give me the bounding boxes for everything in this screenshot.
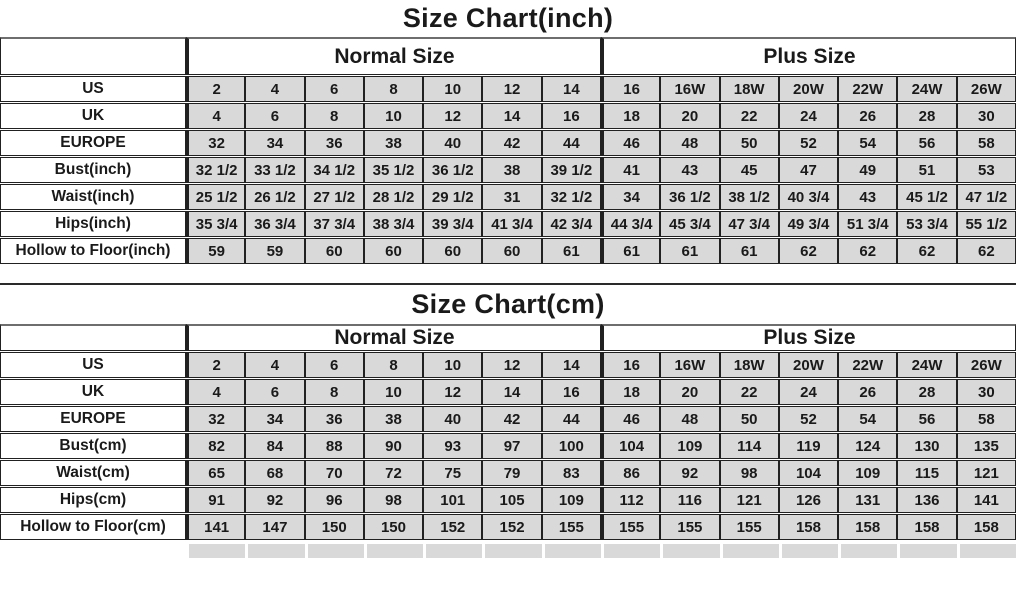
size-cell: 70 [305,460,364,486]
size-cell: 97 [482,433,541,459]
size-cell: 59 [245,238,304,264]
size-cell: 12 [482,352,541,378]
size-cell: 32 [186,406,245,432]
size-cell: 96 [305,487,364,513]
size-cell: 46 [601,130,660,156]
size-cell: 55 1/2 [957,211,1016,237]
size-cell: 6 [245,103,304,129]
size-cell: 58 [957,130,1016,156]
size-cell: 43 [660,157,719,183]
size-cell: 36 1/2 [423,157,482,183]
size-cell: 98 [364,487,423,513]
size-cell: 141 [957,487,1016,513]
clipped-cell [604,544,660,558]
clipped-cell [367,544,423,558]
size-cell: 60 [305,238,364,264]
corner-cell [0,37,186,75]
size-cell: 79 [482,460,541,486]
clipped-next-row [0,544,1016,558]
size-cell: 29 1/2 [423,184,482,210]
size-cell: 72 [364,460,423,486]
size-cell: 22 [720,379,779,405]
row-label: Waist(inch) [0,184,186,210]
row-label: UK [0,379,186,405]
group-header: Plus Size [601,37,1016,75]
size-cell: 62 [779,238,838,264]
size-cell: 121 [720,487,779,513]
size-cell: 109 [838,460,897,486]
size-cell: 109 [660,433,719,459]
table-row [0,487,1016,513]
table-row [0,130,1016,156]
size-cell: 8 [364,352,423,378]
size-cell: 30 [957,103,1016,129]
size-cell: 52 [779,130,838,156]
size-cell: 37 3/4 [305,211,364,237]
size-cell: 32 1/2 [542,184,601,210]
row-label: Hips(inch) [0,211,186,237]
size-cell: 158 [779,514,838,540]
size-cell: 24W [897,76,956,102]
size-cell: 42 3/4 [542,211,601,237]
size-cell: 34 [245,406,304,432]
size-cell: 158 [838,514,897,540]
size-cell: 147 [245,514,304,540]
size-cell: 48 [660,406,719,432]
size-cell: 54 [838,130,897,156]
table-row [0,433,1016,459]
size-cell: 116 [660,487,719,513]
size-cell: 36 [305,130,364,156]
size-cell: 28 [897,379,956,405]
size-cell: 121 [957,460,1016,486]
size-cell: 35 1/2 [364,157,423,183]
size-cell: 155 [720,514,779,540]
size-cell: 61 [720,238,779,264]
size-cell: 114 [720,433,779,459]
table-row [0,103,1016,129]
size-cell: 75 [423,460,482,486]
size-cell: 2 [186,76,245,102]
size-cell: 62 [838,238,897,264]
size-cell: 104 [601,433,660,459]
size-cell: 20W [779,352,838,378]
size-cell: 100 [542,433,601,459]
row-label: EUROPE [0,406,186,432]
size-cell: 28 1/2 [364,184,423,210]
table-row [0,460,1016,486]
size-cell: 40 [423,406,482,432]
size-cell: 47 3/4 [720,211,779,237]
size-cell: 16 [542,103,601,129]
size-cell: 20W [779,76,838,102]
size-cell: 155 [542,514,601,540]
row-label: Hollow to Floor(cm) [0,514,186,540]
size-cell: 46 [601,406,660,432]
clipped-cell [663,544,719,558]
size-cell: 36 3/4 [245,211,304,237]
size-cell: 12 [423,379,482,405]
corner-cell [0,324,186,351]
size-cell: 48 [660,130,719,156]
size-cell: 12 [482,76,541,102]
table-row [0,157,1016,183]
size-cell: 4 [245,352,304,378]
size-cell: 112 [601,487,660,513]
row-label: UK [0,103,186,129]
size-cell: 34 1/2 [305,157,364,183]
size-cell: 155 [660,514,719,540]
size-cell: 88 [305,433,364,459]
size-cell: 62 [957,238,1016,264]
size-cell: 8 [305,379,364,405]
size-cell: 83 [542,460,601,486]
size-cell: 49 3/4 [779,211,838,237]
row-label: Bust(cm) [0,433,186,459]
size-cell: 12 [423,103,482,129]
row-label: Hips(cm) [0,487,186,513]
size-cell: 91 [186,487,245,513]
size-cell: 22W [838,352,897,378]
size-cell: 124 [838,433,897,459]
clipped-cell [189,544,245,558]
size-chart-inch-section [0,0,1016,265]
size-cell: 47 1/2 [957,184,1016,210]
size-cell: 35 3/4 [186,211,245,237]
group-header-row [0,324,1016,351]
size-cell: 104 [779,460,838,486]
size-cell: 51 3/4 [838,211,897,237]
size-cell: 98 [720,460,779,486]
size-cell: 56 [897,406,956,432]
size-cell: 61 [660,238,719,264]
size-cell: 42 [482,130,541,156]
size-table-cm [0,323,1016,541]
size-cell: 56 [897,130,956,156]
table-title-inch: Size Chart(inch) [402,2,614,33]
row-label: Waist(cm) [0,460,186,486]
size-cell: 60 [364,238,423,264]
size-cell: 32 [186,130,245,156]
size-cell: 4 [245,76,304,102]
size-chart-cm-section [0,283,1016,541]
row-label: Bust(inch) [0,157,186,183]
table-row [0,514,1016,540]
group-header: Normal Size [186,324,601,351]
clipped-cell [248,544,304,558]
size-cell: 42 [482,406,541,432]
size-cell: 53 [957,157,1016,183]
size-cell: 62 [897,238,956,264]
row-label: US [0,352,186,378]
size-cell: 14 [482,379,541,405]
size-cell: 60 [423,238,482,264]
size-cell: 158 [957,514,1016,540]
size-cell: 82 [186,433,245,459]
size-cell: 10 [364,103,423,129]
size-cell: 24 [779,103,838,129]
size-cell: 41 [601,157,660,183]
table-row [0,352,1016,378]
size-cell: 4 [186,379,245,405]
size-cell: 54 [838,406,897,432]
size-cell: 27 1/2 [305,184,364,210]
size-cell: 22 [720,103,779,129]
size-cell: 53 3/4 [897,211,956,237]
row-label: US [0,76,186,102]
clipped-cell [960,544,1016,558]
size-cell: 50 [720,406,779,432]
size-cell: 36 1/2 [660,184,719,210]
table-row [0,406,1016,432]
size-cell: 93 [423,433,482,459]
size-cell: 33 1/2 [245,157,304,183]
size-cell: 25 1/2 [186,184,245,210]
size-cell: 86 [601,460,660,486]
size-cell: 84 [245,433,304,459]
size-cell: 61 [542,238,601,264]
size-cell: 49 [838,157,897,183]
row-label: EUROPE [0,130,186,156]
size-cell: 150 [305,514,364,540]
clipped-cell [426,544,482,558]
size-cell: 26W [957,352,1016,378]
clipped-label-cell [0,544,186,558]
size-cell: 44 [542,406,601,432]
table-row [0,211,1016,237]
size-cell: 10 [364,379,423,405]
size-cell: 38 [482,157,541,183]
size-cell: 39 1/2 [542,157,601,183]
size-cell: 92 [245,487,304,513]
size-cell: 130 [897,433,956,459]
size-cell: 18 [601,379,660,405]
table-row [0,379,1016,405]
size-cell: 2 [186,352,245,378]
size-cell: 150 [364,514,423,540]
clipped-cell [723,544,779,558]
size-cell: 24 [779,379,838,405]
size-cell: 18 [601,103,660,129]
size-cell: 43 [838,184,897,210]
size-cell: 109 [542,487,601,513]
size-cell: 16 [601,352,660,378]
group-header: Normal Size [186,37,601,75]
size-cell: 136 [897,487,956,513]
size-cell: 50 [720,130,779,156]
size-cell: 8 [305,103,364,129]
clipped-cell [485,544,541,558]
size-cell: 51 [897,157,956,183]
size-cell: 90 [364,433,423,459]
size-cell: 105 [482,487,541,513]
size-cell: 18W [720,76,779,102]
size-cell: 16W [660,76,719,102]
size-cell: 36 [305,406,364,432]
group-header-row [0,37,1016,75]
size-cell: 26 1/2 [245,184,304,210]
size-cell: 68 [245,460,304,486]
size-cell: 58 [957,406,1016,432]
size-cell: 131 [838,487,897,513]
size-cell: 4 [186,103,245,129]
size-cell: 47 [779,157,838,183]
size-cell: 38 [364,130,423,156]
size-cell: 26 [838,103,897,129]
size-table-inch [0,36,1016,265]
size-cell: 61 [601,238,660,264]
table-row [0,76,1016,102]
size-cell: 45 3/4 [660,211,719,237]
size-cell: 20 [660,379,719,405]
size-cell: 26W [957,76,1016,102]
clipped-cell [782,544,838,558]
size-cell: 38 1/2 [720,184,779,210]
size-cell: 60 [482,238,541,264]
size-cell: 18W [720,352,779,378]
size-cell: 92 [660,460,719,486]
size-cell: 14 [482,103,541,129]
size-cell: 6 [305,76,364,102]
size-cell: 10 [423,352,482,378]
size-cell: 158 [897,514,956,540]
size-cell: 28 [897,103,956,129]
size-cell: 39 3/4 [423,211,482,237]
size-cell: 31 [482,184,541,210]
size-cell: 6 [305,352,364,378]
size-cell: 44 3/4 [601,211,660,237]
size-cell: 10 [423,76,482,102]
size-cell: 14 [542,352,601,378]
size-cell: 52 [779,406,838,432]
size-cell: 141 [186,514,245,540]
size-cell: 135 [957,433,1016,459]
size-cell: 40 3/4 [779,184,838,210]
size-cell: 34 [245,130,304,156]
size-cell: 59 [186,238,245,264]
size-cell: 16 [542,379,601,405]
row-label: Hollow to Floor(inch) [0,238,186,264]
size-cell: 65 [186,460,245,486]
size-cell: 101 [423,487,482,513]
clipped-cell [308,544,364,558]
clipped-cell [545,544,601,558]
size-cell: 6 [245,379,304,405]
group-header: Plus Size [601,324,1016,351]
size-cell: 16 [601,76,660,102]
clipped-cell [841,544,897,558]
size-cell: 119 [779,433,838,459]
size-cell: 45 1/2 [897,184,956,210]
size-cell: 16W [660,352,719,378]
size-cell: 8 [364,76,423,102]
size-cell: 115 [897,460,956,486]
size-cell: 152 [482,514,541,540]
size-cell: 126 [779,487,838,513]
size-cell: 14 [542,76,601,102]
size-cell: 152 [423,514,482,540]
table-title-cm: Size Chart(cm) [0,283,1016,323]
size-cell: 40 [423,130,482,156]
size-cell: 20 [660,103,719,129]
size-cell: 45 [720,157,779,183]
size-cell: 41 3/4 [482,211,541,237]
size-cell: 32 1/2 [186,157,245,183]
size-cell: 38 [364,406,423,432]
size-cell: 30 [957,379,1016,405]
size-cell: 44 [542,130,601,156]
size-cell: 22W [838,76,897,102]
size-cell: 34 [601,184,660,210]
size-cell: 26 [838,379,897,405]
size-cell: 38 3/4 [364,211,423,237]
size-cell: 24W [897,352,956,378]
table-row [0,238,1016,264]
clipped-cell [900,544,956,558]
table-row [0,184,1016,210]
size-cell: 155 [601,514,660,540]
